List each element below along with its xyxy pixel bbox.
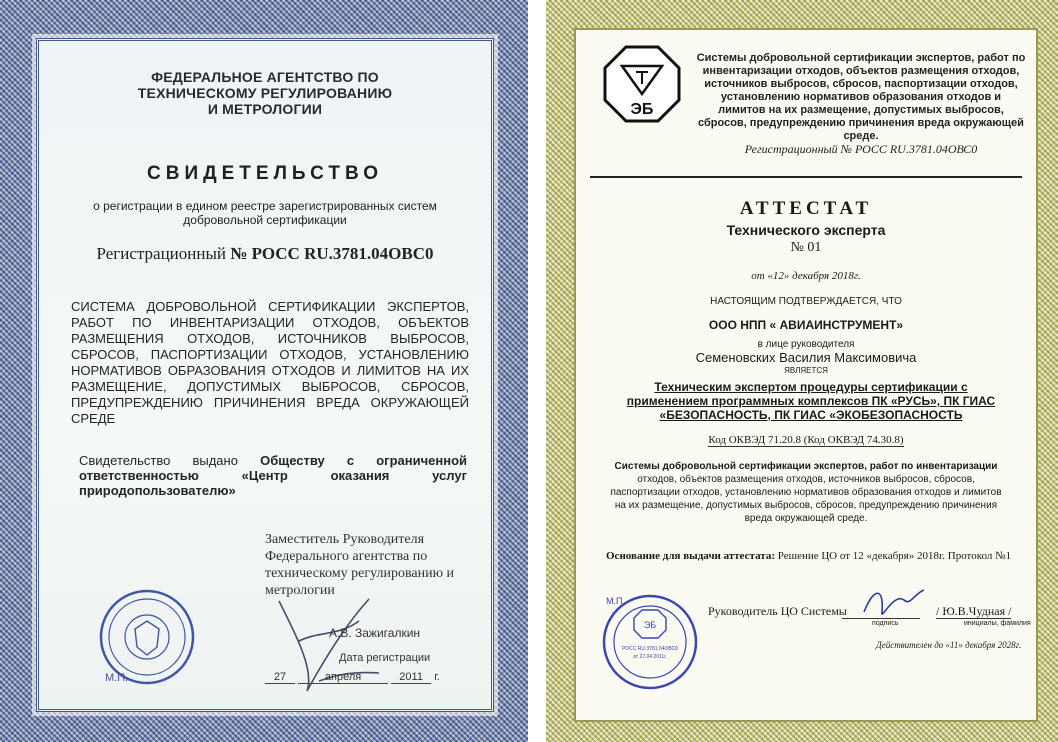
attestat-title: АТТЕСТАТ: [739, 198, 873, 219]
system-description: СИСТЕМА ДОБРОВОЛЬНОЙ СЕРТИФИКАЦИИ ЭКСПЕРТОВ, РАБОТ ПО ИНВЕНТАРИЗАЦИИ ОТХОДОВ, ОБЪЕКТОВ РАЗМЕЩЕНИЯ ОТХОДОВ, ИСТОЧНИКОВ ВЫБРОСОВ, СБРОСОВ, ПАСПОРТИЗАЦИИ ОТХОДОВ, УСТАНОВЛЕНИЮ НОРМАТИВОВ ОБРАЗОВАНИЯ ОТХОДОВ И ЛИМИТОВ НА ИХ РАЗМЕЩЕНИЕ, ДОПУСТИМЫХ ВЫБРОСОВ, СБРОСОВ, ПРЕДУПРЕЖДЕНИЮ ПРИЧИНЕНИЯ ВРЕДА ОКРУЖАЮЩЕЙ СРЕДЕ: [71, 299, 469, 426]
certificate-subtitle: о регистрации в едином реестре зарегистрированных систем добровольной сертификации: [93, 199, 437, 227]
svg-text:РОСС RU.3781.04ОВС0: РОСС RU.3781.04ОВС0: [622, 646, 678, 652]
seal-mp-label: М.П.: [105, 672, 129, 684]
system-name-text: Системы добровольной сертификации экспертов, работ по инвентаризации отходов, объектов размещения отходов, источников выбросов, сбросов, паспортизации отходов, установлению нормативов образования отходов и лимитов на их размещение, допустимых выбросов, сбросов, предупреждению причинения вреда окружающей среде.: [696, 52, 1026, 142]
is-label: ЯВЛЯЕТСЯ: [784, 366, 828, 375]
right-certificate: [546, 0, 1058, 742]
svg-text:от 27.04.2011г.: от 27.04.2011г.: [633, 654, 667, 660]
attestat-number: № 01: [790, 240, 822, 255]
head-name: [936, 604, 1011, 619]
date-year: 2011: [391, 671, 431, 684]
right-certificate-body: [574, 28, 1038, 722]
signer-position: Заместитель Руководителя Федерального агентства по техническому регулированию и метрологии: [265, 532, 455, 598]
registration-value: № РОСС RU.3781.04ОВС0: [230, 244, 434, 263]
date-day: 27: [265, 671, 295, 684]
okved-codes-text: Код ОКВЭД 71.20.8 (Код ОКВЭД 74.30.8): [708, 434, 904, 446]
registration-number: Регистрационный № РОСС RU.3781.04ОВС0: [744, 142, 978, 156]
representative-name: Семеновских Василия Максимовича: [695, 350, 917, 365]
system-name: [696, 52, 1026, 143]
official-seal-icon: [97, 587, 197, 687]
eb-logo-icon: [602, 44, 682, 124]
date-month: апреля: [298, 671, 388, 684]
certificate-title: СВИДЕТЕЛЬСТВО: [147, 163, 383, 184]
system-description: [606, 460, 1006, 525]
system-description-title: Системы добровольной сертификации экспертов, работ по инвентаризации: [614, 461, 998, 472]
issued-to: [79, 453, 467, 498]
attestat-date: от «12» декабря 2018г.: [751, 270, 861, 282]
date-suffix: г.: [434, 671, 440, 683]
signer-name: А.В. Зажигалкин: [329, 626, 421, 640]
attestat-subtitle: Технического эксперта: [726, 222, 886, 238]
logo-letters: ЭБ: [630, 101, 654, 118]
registration-label: Регистрационный: [96, 244, 226, 263]
head-label: Руководитель ЦО Системы: [708, 604, 847, 618]
issuance-basis: [606, 550, 1026, 562]
confirmation-text: НАСТОЯЩИМ ПОДТВЕРЖДАЕТСЯ, ЧТО: [710, 296, 902, 307]
registration-date: [265, 671, 440, 684]
basis-label: Основание для выдачи аттестата:: [606, 550, 776, 562]
system-description-text: отходов, объектов размещения отходов, источников выбросов, сбросов, паспортизации отходов, установлению нормативов образования отходов и лимитов на их размещение, допустимых выбросов, сбросов, предупреждению причинения вреда окружающей среде.: [610, 474, 1002, 524]
expert-role: Техническим экспертом процедуры сертификации с применением программных комплексов ПК «РУСЬ», ПК ГИАС «БЕЗОПАСНОСТЬ, ПК ГИАС «ЭКОБЕЗОПАСНОСТЬ: [626, 380, 996, 422]
company-name: ООО НПП « АВИАИНСТРУМЕНТ»: [708, 318, 904, 332]
official-seal-icon: [600, 592, 700, 692]
okved-codes: [576, 434, 1036, 446]
basis-text: Решение ЦО от 12 «декабря» 2018г. Протокол №1: [777, 550, 1012, 562]
agency-line-3: И МЕТРОЛОГИИ: [207, 101, 323, 117]
date-label: Дата регистрации: [339, 652, 431, 664]
issued-prefix: Свидетельство выдано: [79, 453, 238, 468]
divider: [590, 176, 1022, 178]
registration-number: [39, 244, 491, 264]
left-certificate: [0, 0, 528, 742]
name-caption: инициалы, фамилия: [964, 620, 1031, 627]
agency-line-1: ФЕДЕРАЛЬНОЕ АГЕНТСТВО ПО: [151, 69, 379, 85]
head-name-text: / Ю.В.Чудная /: [936, 604, 1012, 618]
issued-organization: Обществу с ограниченной ответственностью «Центр оказания услуг природопользователю»: [79, 453, 467, 498]
representative: [576, 338, 1036, 377]
signature-caption: подпись: [872, 620, 899, 627]
svg-text:ЭБ: ЭБ: [643, 620, 657, 630]
left-certificate-body: [36, 38, 494, 712]
agency-line-2: ТЕХНИЧЕСКОМУ РЕГУЛИРОВАНИЮ: [137, 85, 393, 101]
validity-date: Действителен до «11» декабря 2028г.: [876, 640, 1022, 650]
signature-line: [842, 618, 920, 619]
agency-name: [39, 69, 491, 117]
representative-prefix: в лице руководителя: [757, 339, 855, 350]
seal-mp-label: М.П.: [606, 596, 625, 606]
